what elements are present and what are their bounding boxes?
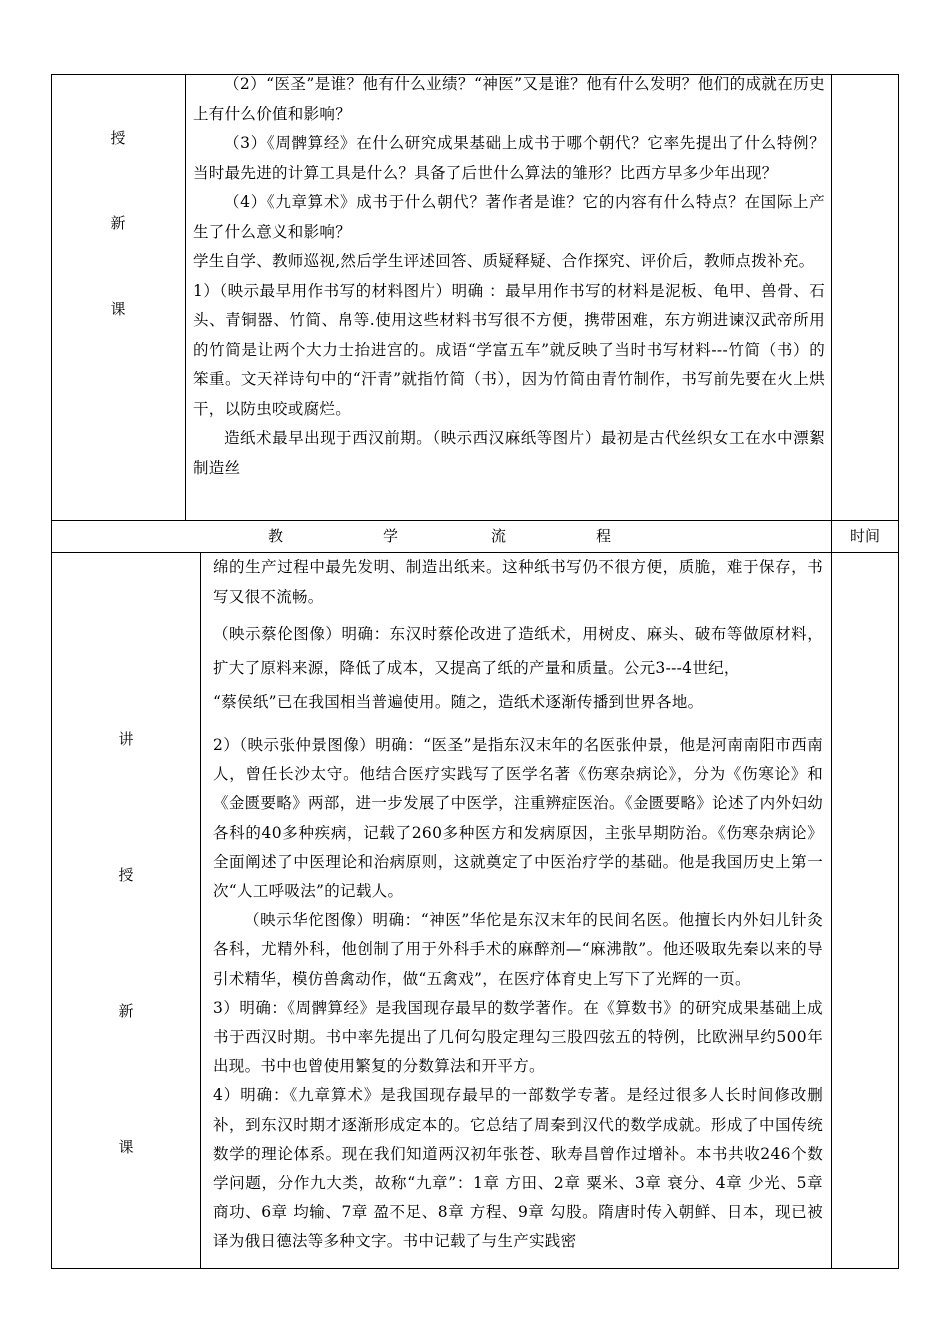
top-side-label-3: 课 bbox=[110, 300, 126, 318]
bottom-paragraph-5: （映示华佗图像）明确：“神医”华佗是东汉末年的民间名医。他擅长内外妇儿针灸各科，尤精外科，他创制了用于外科手术的麻醉剂—“麻沸散”。他还吸取先秦以来的导引术精华，模仿兽禽动作，做“五禽戏”，在医疗体育史上写下了光辉的一页。 bbox=[213, 911, 823, 988]
top-side-label-2: 新 bbox=[110, 214, 126, 232]
bottom-content-c bbox=[213, 731, 823, 1257]
top-paragraph-6: 造纸术最早出现于西汉前期。（映示西汉麻纸等图片）最初是古代丝织女工在水中漂絮制造丝 bbox=[193, 429, 825, 477]
bottom-label-column-divider bbox=[200, 552, 201, 1269]
bottom-time-column-divider bbox=[831, 552, 832, 1269]
top-paragraph-5: 1）（映示最早用作书写的材料图片）明确 ：最早用作书写的材料是泥板、龟甲、兽骨、石头、青铜器、竹简、帛等.使用这些材料书写很不方便，携带困难，东方朔进谏汉武帝所用的竹简是让两个大力士抬进宫的。成语“学富五车”就反映了当时书写材料---竹简（书）的笨重。文天祥诗句中的“汗青”就指竹简（书），因为竹简由青竹制作，书写前先要在火上烘干，以防虫咬或腐烂。 bbox=[193, 281, 825, 418]
top-paragraph-1: （2）“医圣”是谁？他有什么业绩？“神医”又是谁？他有什么发明？他们的成就在历史上有什么价值和影响？ bbox=[193, 75, 825, 123]
table-bottom-border bbox=[51, 1268, 899, 1269]
bottom-content-b bbox=[213, 617, 823, 719]
bottom-paragraph-4: 2）（映示张仲景图像）明确：“医圣”是指东汉末年的名医张仲景，他是河南南阳市西南人，曾任长沙太守。他结合医疗实践写了医学名著《伤寒杂病论》，分为《伤寒论》和《金匮要略》两部，进一步发展了中医学，注重辨症医治。《金匮要略》论述了内外妇幼各科的40多种疾病，记载了260多种医方和发病原因，主张早期防治。《伤寒杂病论》全面阐述了中医理论和治病原则，这就奠定了中医治疗学的基础。他是我国历史上第一次“人工呼吸法”的记载人。 bbox=[213, 736, 823, 901]
table-left-border bbox=[51, 74, 52, 1269]
bottom-side-label-3: 新 bbox=[118, 1002, 134, 1020]
bottom-paragraph-2: （映示蔡伦图像）明确：东汉时蔡伦改进了造纸术，用树皮、麻头、破布等做原材料，扩大了原料来源，降低了成本，又提高了纸的产量和质量。公元3---4世纪， bbox=[213, 625, 823, 677]
top-paragraph-4: 学生自学、教师巡视,然后学生评述回答、质疑释疑、合作探究、评价后，教师点拨补充。 bbox=[193, 252, 815, 270]
top-time-column-divider bbox=[831, 74, 832, 521]
top-content bbox=[193, 70, 825, 483]
bottom-paragraph-7: 4）明确：《九章算术》是我国现存最早的一部数学专著。是经过很多人长时间修改删补，到东汉时期才逐渐形成定本的。它总结了周秦到汉代的数学成就。形成了中国传统数学的理论体系。现在我们知道两汉初年张苍、耿寿昌曾作过增补。本书共收246个数学问题，分作九大类，故称“九章”：1章 方田、2章 粟米、3章 衰分、4章 少光、5章 商功、6章 均输、7章 盈不足、8章 方程、9章 勾股。隋唐时传入朝鲜、日本，现已被译为俄日德法等多种文字。书中记载了与生产实践密 bbox=[213, 1086, 823, 1251]
bottom-paragraph-3: “蔡侯纸”已在我国相当普遍使用。随之，造纸术逐渐传播到世界各地。 bbox=[213, 693, 704, 711]
table-right-border bbox=[898, 74, 899, 1269]
bottom-paragraph-6: 3）明确：《周髀算经》是我国现存最早的数学著作。在《算数书》的研究成果基础上成书于西汉时期。书中率先提出了几何勾股定理勾三股四弦五的特例，比欧洲早约500年出现。书中也曾使用繁复的分数算法和开平方。 bbox=[213, 998, 823, 1076]
top-side-label-1: 授 bbox=[110, 129, 126, 147]
header-char-1: 教 bbox=[268, 527, 284, 545]
bottom-side-label-2: 授 bbox=[118, 866, 134, 884]
top-paragraph-3: （4）《九章算术》成书于什么朝代？著作者是谁？它的内容有什么特点？在国际上产生了什么意义和影响？ bbox=[193, 193, 825, 241]
header-char-3: 流 bbox=[491, 527, 507, 545]
bottom-content-a bbox=[213, 553, 823, 612]
bottom-side-label-4: 课 bbox=[118, 1138, 134, 1156]
bottom-side-label-1: 讲 bbox=[118, 730, 134, 748]
header-row-top-border bbox=[51, 520, 899, 521]
top-label-column-divider bbox=[185, 74, 186, 521]
header-char-2: 学 bbox=[383, 527, 399, 545]
header-char-4: 程 bbox=[596, 527, 612, 545]
time-column-header: 时间 bbox=[849, 527, 880, 545]
top-paragraph-2: （3）《周髀算经》在什么研究成果基础上成书于哪个朝代？它率先提出了什么特例？当时最先进的计算工具是什么？具备了后世什么算法的雏形？比西方早多少年出现？ bbox=[193, 134, 825, 182]
bottom-paragraph-1: 绵的生产过程中最先发明、制造出纸来。这种纸书写仍不很方便，质脆，难于保存，书写又很不流畅。 bbox=[213, 558, 823, 606]
